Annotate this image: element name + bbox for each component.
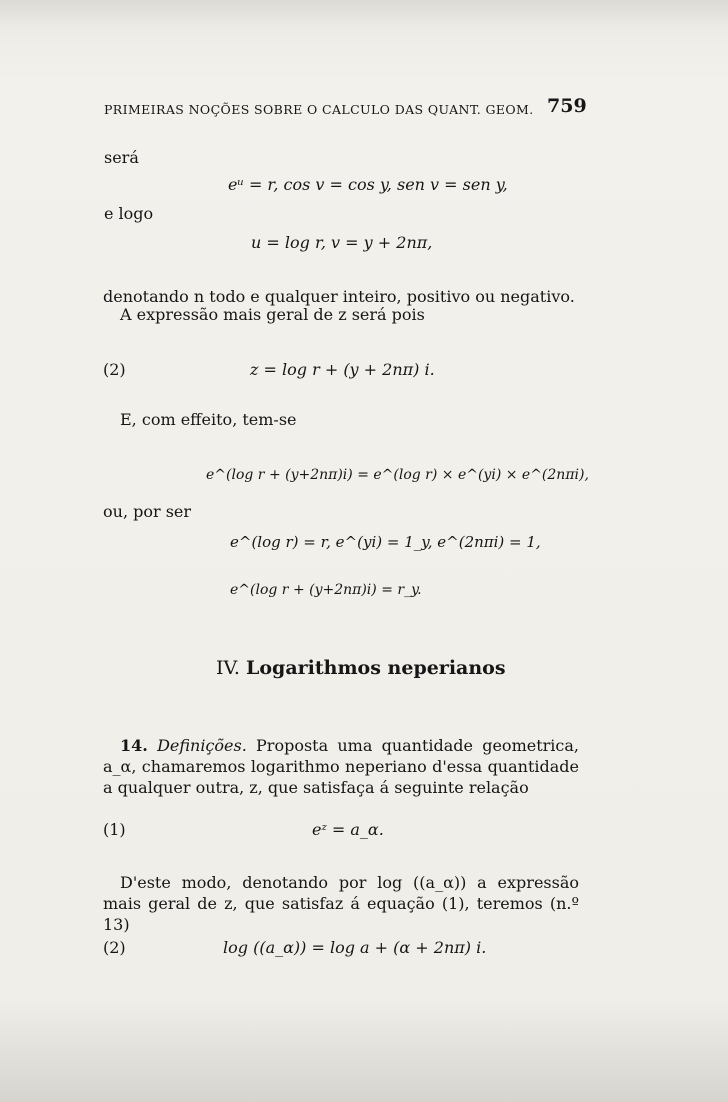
paragraph-14-text: Proposta uma quantidade geometrica, a_α, chamaremos logarithmo neperiano d'essa quantidade a qualquer outra, z, que satisfaça á seguinte relação <box>103 736 579 797</box>
equation-7: eᶻ = a_α. <box>312 820 384 839</box>
text-sera: será <box>104 148 139 167</box>
section-title: Logarithmos neperianos <box>246 657 506 679</box>
text-ou-por-ser: ou, por ser <box>103 502 192 521</box>
equation-3: z = log r + (y + 2nπ) i. <box>250 360 435 379</box>
paragraph-deste: D'este modo, denotando por log ((a_α)) a expressão mais geral de z, que satisfaz á equação (1), teremos (n.º 13) <box>103 873 579 934</box>
text-com-efeito: E, com effeito, tem-se <box>120 410 297 429</box>
text-e-logo: e logo <box>104 204 154 223</box>
running-header: PRIMEIRAS NOÇÕES SOBRE O CALCULO DAS QUANT. GEOM. <box>104 102 534 117</box>
text-denotando: denotando n todo e qualquer inteiro, positivo ou negativo. <box>103 287 575 306</box>
page-number: 759 <box>547 95 587 117</box>
paragraph-14-title: Definições. <box>157 736 247 755</box>
equation-8: log ((a_α)) = log a + (α + 2nπ) i. <box>223 938 487 957</box>
paragraph-14-number: 14. <box>120 736 148 755</box>
equation-4: e^(log r + (y+2nπ)i) = e^(log r) × e^(yi) × e^(2nπi), <box>206 467 589 483</box>
equation-7-label: (1) <box>103 820 126 839</box>
equation-5: e^(log r) = r, e^(yi) = 1_y, e^(2nπi) = 1, <box>230 533 541 551</box>
equation-8-label: (2) <box>103 938 126 957</box>
text-expressao: A expressão mais geral de z será pois <box>120 305 425 324</box>
equation-3-label: (2) <box>103 360 126 379</box>
equation-6: e^(log r + (y+2nπ)i) = r_y. <box>230 582 422 598</box>
section-heading <box>216 658 506 678</box>
section-number: IV. <box>216 657 240 679</box>
equation-2: u = log r, v = y + 2nπ, <box>251 233 433 252</box>
paragraph-14 <box>103 735 579 798</box>
equation-1: eᵘ = r, cos v = cos y, sen v = sen y, <box>228 175 508 194</box>
